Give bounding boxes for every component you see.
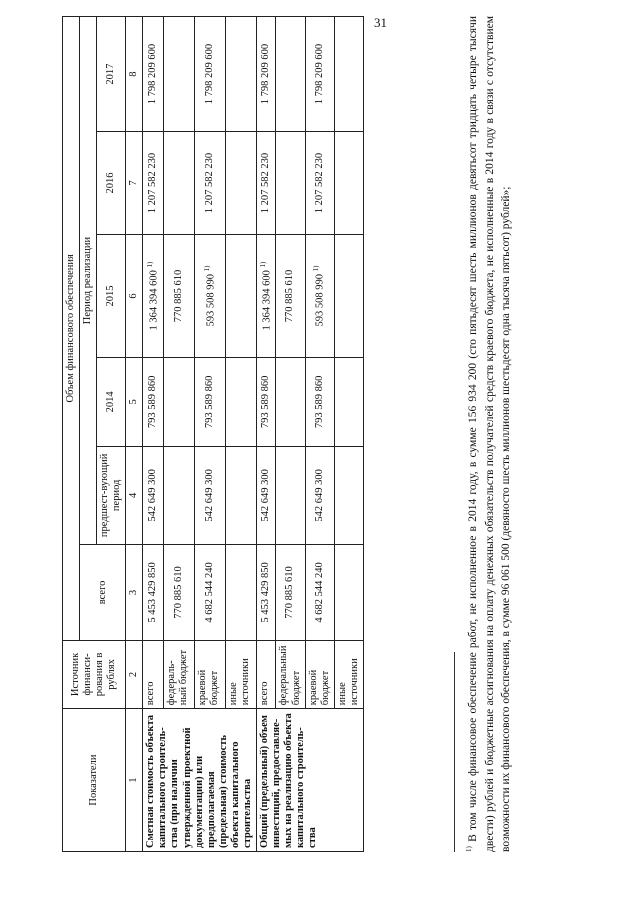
- footnote-reference: 1): [202, 265, 211, 272]
- value-cell-total: [276, 545, 305, 641]
- value-cell-y2016: [195, 132, 226, 235]
- value-text: 5 453 429 850: [147, 562, 159, 623]
- value-text: 542 649 300: [260, 469, 272, 522]
- source-cell: всего: [143, 640, 164, 708]
- value-text: 4 682 544 240: [313, 562, 325, 623]
- header-source: Источник финанси-рования в рублях: [63, 640, 126, 708]
- header-previous-period: предшест-вующий период: [97, 446, 126, 545]
- source-cell: краевой бюджет: [305, 640, 334, 708]
- value-cell-previous: [143, 446, 164, 545]
- value-cell-previous: [305, 446, 334, 545]
- footnote-reference: 1): [258, 261, 267, 268]
- column-number: 4: [126, 446, 143, 545]
- value-text: 793 589 860: [260, 375, 272, 429]
- value-cell-y2017: [225, 17, 256, 132]
- rotated-page-content: [62, 12, 622, 852]
- value-cell-y2014: [276, 358, 305, 446]
- value-cell-y2015: [334, 234, 363, 357]
- value-cell-y2017: [195, 17, 226, 132]
- value-cell-y2016: [305, 132, 334, 235]
- value-cell-y2016: [334, 132, 363, 235]
- value-text: 1 207 582 230: [260, 152, 272, 214]
- value-cell-y2015: [143, 234, 164, 357]
- value-cell-y2017: [305, 17, 334, 132]
- value-text: 593 508 990: [205, 274, 217, 327]
- value-cell-total: [195, 545, 226, 641]
- value-cell-y2015: [195, 234, 226, 357]
- value-text: 793 589 860: [313, 375, 325, 429]
- value-cell-y2017: [256, 17, 276, 132]
- header-period: Период реализации: [80, 17, 97, 545]
- value-text: 1 798 209 600: [260, 43, 272, 105]
- header-year-2014: 2014: [97, 358, 126, 446]
- value-text: 1 798 209 600: [313, 43, 325, 105]
- value-cell-total: [164, 545, 195, 641]
- value-text: 1 207 582 230: [203, 152, 215, 214]
- column-number: 6: [126, 234, 143, 357]
- value-text: 1 207 582 230: [147, 152, 159, 214]
- value-cell-previous: [334, 446, 363, 545]
- footnote-separator: [454, 652, 455, 852]
- value-cell-y2017: [164, 17, 195, 132]
- value-text: 793 589 860: [203, 375, 215, 429]
- value-cell-y2015: [305, 234, 334, 357]
- indicator-label: Общий (предельный) объем инвестиций, предоставляе-мых на реализацию объекта капитального строитель-ства: [256, 709, 363, 852]
- value-cell-total: [334, 545, 363, 641]
- financing-table: [62, 16, 364, 852]
- footnote: [464, 16, 515, 852]
- source-cell: краевой бюджет: [195, 640, 226, 708]
- value-cell-total: [256, 545, 276, 641]
- footnote-marker: 1): [465, 846, 473, 852]
- source-cell: всего: [256, 640, 276, 708]
- value-text: 1 207 582 230: [313, 152, 325, 214]
- value-text: 4 682 544 240: [203, 562, 215, 623]
- value-cell-previous: [276, 446, 305, 545]
- value-cell-y2016: [256, 132, 276, 235]
- value-cell-y2016: [225, 132, 256, 235]
- table-row: [143, 17, 164, 852]
- value-text: 793 589 860: [147, 375, 159, 429]
- value-text: 542 649 300: [147, 469, 159, 522]
- column-number: 2: [126, 640, 143, 708]
- header-year-2016: 2016: [97, 132, 126, 235]
- value-text: 542 649 300: [203, 469, 215, 522]
- value-cell-previous: [164, 446, 195, 545]
- page-number: 31: [374, 15, 387, 30]
- footnote-reference: 1): [145, 261, 154, 268]
- footnote-reference: 1): [312, 265, 321, 272]
- source-cell: федераль-ный бюджет: [164, 640, 195, 708]
- value-cell-y2014: [164, 358, 195, 446]
- header-year-2015: 2015: [97, 234, 126, 357]
- footnote-text: В том числе финансовое обеспечение работ, не исполненное в 2014 году, в сумме 156 934 200 (сто пятьдесят шесть миллионов девятьсот тридцать четыре тысячи двести) рублей и бюджетные ассигнования на оплату денежных обязательств получателей средств краевого бюджета, не исполненные в 2014 году в связи с отсутствием возможности их финансового обеспечения, в сумме 96 061 500 (девяносто шесть миллионов шестьдесят одна тысяча пятьсот) рублей»;: [466, 16, 513, 852]
- value-cell-y2015: [256, 234, 276, 357]
- value-cell-previous: [225, 446, 256, 545]
- column-number: 1: [126, 709, 143, 852]
- value-cell-y2015: [225, 234, 256, 357]
- value-text: 770 885 610: [173, 269, 184, 323]
- value-text: 593 508 990: [314, 274, 326, 327]
- source-cell: иные источники: [225, 640, 256, 708]
- source-cell: иные источники: [334, 640, 363, 708]
- value-cell-total: [225, 545, 256, 641]
- column-number: 5: [126, 358, 143, 446]
- value-text: 5 453 429 850: [260, 562, 272, 623]
- value-text: 542 649 300: [313, 469, 325, 522]
- value-cell-previous: [195, 446, 226, 545]
- column-number: 8: [126, 17, 143, 132]
- value-cell-y2014: [305, 358, 334, 446]
- value-cell-y2015: [276, 234, 305, 357]
- value-cell-y2016: [276, 132, 305, 235]
- value-text: 1 364 394 600: [148, 270, 160, 331]
- value-cell-total: [143, 545, 164, 641]
- header-indicators: Показатели: [63, 709, 126, 852]
- value-text: 770 885 610: [284, 566, 296, 619]
- value-cell-y2017: [143, 17, 164, 132]
- source-cell: федеральный бюджет: [276, 640, 305, 708]
- table-row: [256, 17, 276, 852]
- header-volume: Объем финансового обеспечения: [63, 17, 80, 641]
- value-cell-y2014: [195, 358, 226, 446]
- value-cell-previous: [256, 446, 276, 545]
- header-year-2017: 2017: [97, 17, 126, 132]
- indicator-label: Сметная стоимость объекта капитального строитель-ства (при наличии утвержденной проектной документации) или предполагаемая (предельная) стоимость объекта капитального строительства: [143, 709, 257, 852]
- value-text: 1 798 209 600: [203, 43, 215, 105]
- value-text: 770 885 610: [284, 269, 296, 323]
- value-text: 1 364 394 600: [261, 270, 273, 331]
- value-cell-y2016: [143, 132, 164, 235]
- value-cell-y2014: [334, 358, 363, 446]
- value-cell-y2016: [164, 132, 195, 235]
- value-cell-y2017: [276, 17, 305, 132]
- value-cell-y2014: [143, 358, 164, 446]
- header-total: всего: [80, 545, 126, 641]
- value-cell-y2017: [334, 17, 363, 132]
- value-cell-total: [305, 545, 334, 641]
- column-number-row: [126, 17, 143, 852]
- column-number: 3: [126, 545, 143, 641]
- value-text: 770 885 610: [173, 566, 184, 619]
- value-cell-y2015: [164, 234, 195, 357]
- value-cell-y2014: [225, 358, 256, 446]
- header-row-1: [63, 17, 80, 852]
- value-text: 1 798 209 600: [147, 43, 159, 105]
- column-number: 7: [126, 132, 143, 235]
- value-cell-y2014: [256, 358, 276, 446]
